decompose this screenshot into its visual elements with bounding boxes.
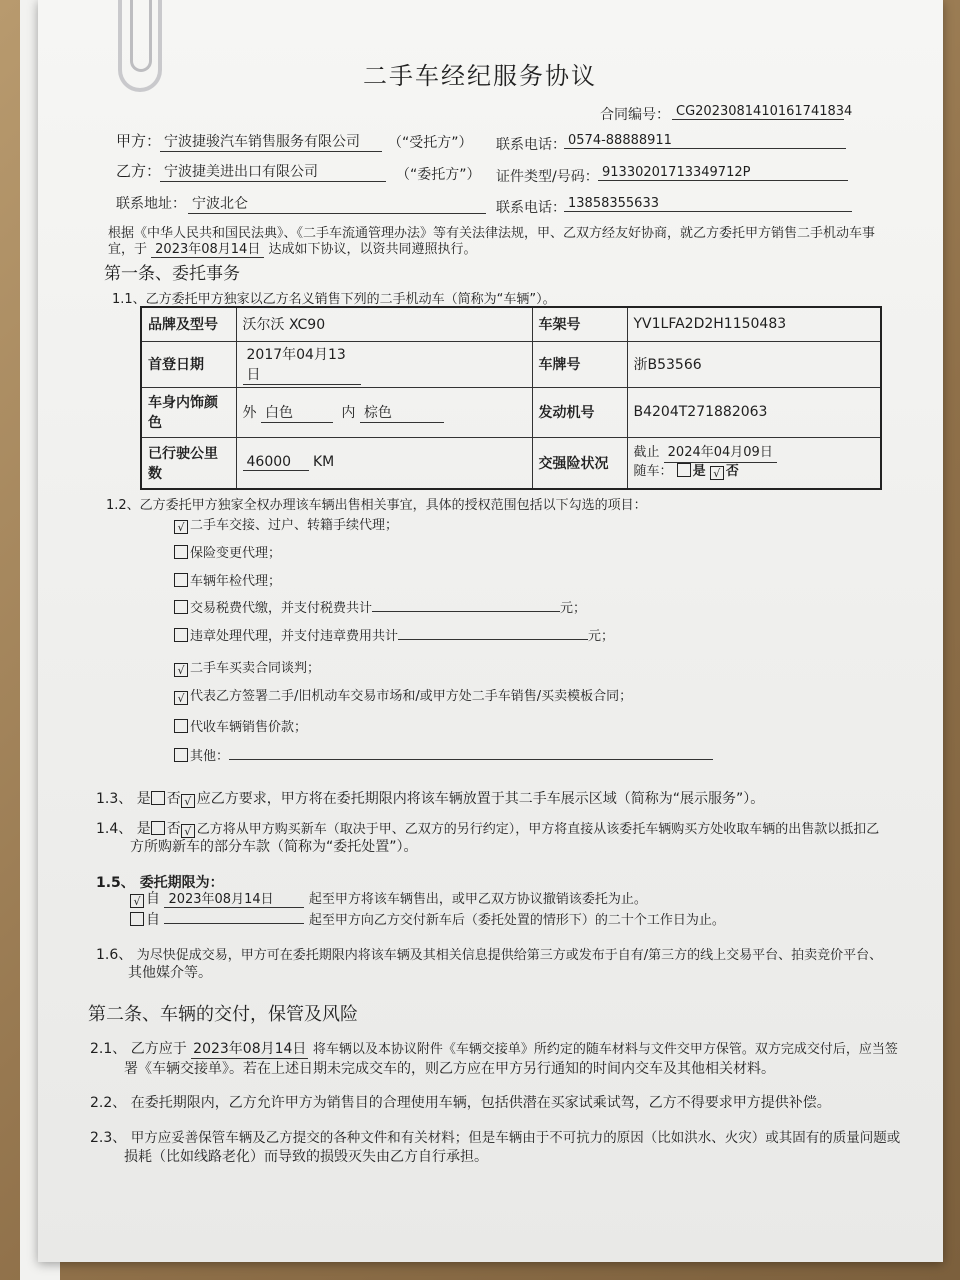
color-label: 车身内饰颜色 [141, 387, 236, 437]
party-b-id-label: 证件类型/号码： [496, 169, 599, 185]
party-a-phone: 0574-88888911 [564, 133, 846, 149]
ext-color-value: 白色 [261, 402, 333, 423]
address: 宁波北仑 [188, 193, 486, 214]
article-2-2-num: 2.2、 [90, 1095, 127, 1111]
article-1-4-num: 1.4、 [96, 821, 133, 837]
article-1-3-num: 1.3、 [96, 791, 133, 807]
option-item [174, 745, 713, 764]
article-2-1-prefix: 乙方应于 [130, 1041, 187, 1057]
engine-label: 发动机号 [532, 387, 627, 437]
article-1-4-text: 乙方将从甲方购买新车（取决于甲、乙双方的另行约定），甲方将直接从该委托车辆购买方处收取车辆的出售款以抵扣乙 [196, 822, 880, 837]
int-color-value: 棕色 [360, 402, 444, 423]
party-b-phone-label: 联系电话： [496, 200, 566, 216]
term-1-text: 起至甲方将该车辆售出，或甲乙双方协议撤销该委托为止。 [308, 892, 647, 907]
option-checkbox[interactable] [174, 719, 188, 733]
article-1-4-text-2: 方所购新车的部分车款（简称为“委托处置”）。 [130, 839, 418, 855]
article-1-1: 1.1、乙方委托甲方独家以乙方名义销售下列的二手机动车（简称为“车辆”）。 [112, 292, 556, 307]
party-b-phone: 13858355633 [564, 196, 852, 212]
article-1-4-no-label: 否 [166, 821, 181, 837]
option-checkbox[interactable] [174, 748, 188, 762]
article-2-3-text-2: 损耗（比如线路老化）而导致的损毁灭失由乙方自行承担。 [124, 1149, 488, 1165]
tax-amount-blank[interactable] [372, 598, 560, 612]
reg-date-value: 2017年04月13日 [243, 344, 361, 385]
article-1-3-no-label: 否 [166, 791, 181, 807]
contract-no: CG2023081410161741834 [672, 104, 844, 120]
option-text: 二手车交接、过户、转籍手续代理； [190, 518, 399, 533]
with-car-label: 随车： [633, 464, 673, 480]
option-checkbox[interactable]: √ [174, 520, 188, 534]
document-title: 二手车经纪服务协议 [363, 62, 597, 90]
option-item [174, 685, 632, 705]
party-b-id: 91330201713349712P [598, 165, 848, 181]
option-text: 其他： [190, 749, 230, 764]
article-2-1-text: 将车辆以及本协议附件《车辆交接单》所约定的随车材料与文件交甲方保管。双方完成交付后，应当签 [312, 1042, 898, 1057]
article-1-6-text-2: 其他媒介等。 [128, 965, 212, 981]
paper-clip-inner-icon [130, 0, 152, 72]
article-2-3-text: 甲方应妥善保管车辆及乙方提交的各种文件和有关材料；但是车辆由于不可抗力的原因（比如洪水、火灾）或其固有的质量问题或 [130, 1130, 901, 1146]
option-text: 违章处理代理，并支付违章费用共计 [190, 629, 399, 644]
insurance-label: 交强险状况 [532, 437, 627, 489]
insurance-until-date: 2024年04月09日 [664, 444, 777, 463]
party-a-role: （“受托方”） [388, 135, 473, 151]
option-checkbox[interactable]: √ [174, 663, 188, 677]
article-1-4-yes-label: 是 [136, 821, 151, 837]
term-2-date-blank[interactable] [164, 908, 304, 924]
insurance-yes-label: 是 [692, 464, 706, 480]
article-1-3-yes-label: 是 [136, 791, 151, 807]
article-1-5-title: 委托期限为： [139, 875, 224, 891]
article-1-5-num: 1.5、 [96, 875, 135, 891]
term-2-from: 自 [146, 912, 160, 928]
option-item [174, 625, 614, 644]
article-2-1-date: 2023年08月14日 [191, 1038, 308, 1059]
intro-date: 2023年08月14日 [151, 238, 264, 258]
party-b-role: （“委托方”） [396, 167, 481, 183]
option-item [174, 657, 320, 677]
mileage-value: 46000 [243, 454, 309, 471]
article-1-3-no-checkbox[interactable]: √ [181, 794, 195, 808]
party-a-name: 宁波捷骏汽车销售服务有限公司 [160, 131, 382, 152]
term-2-text: 起至甲方向乙方交付新车后（委托处置的情形下）的二十个工作日为止。 [308, 913, 725, 928]
option-text: 保险变更代理； [190, 546, 282, 561]
insurance-until-label: 截止 [633, 445, 660, 461]
intro-prefix: 宜，于 [108, 242, 148, 257]
option-item [174, 597, 586, 616]
option-checkbox[interactable]: √ [174, 691, 188, 705]
term-1-checkbox[interactable]: √ [130, 894, 144, 908]
engine-value: B4204T271882063 [627, 387, 881, 437]
article-2-2-text: 在委托期限内，乙方允许甲方为销售目的合理使用车辆，包括供潜在买家试乘试驾，乙方不得要求甲方提供补偿。 [130, 1095, 831, 1111]
party-a-label: 甲方： [116, 132, 162, 150]
article-1-4-yes-checkbox[interactable] [151, 821, 165, 835]
intro-suffix: 达成如下协议，以资共同遵照执行。 [268, 242, 477, 257]
vin-label: 车架号 [532, 307, 627, 341]
option-checkbox[interactable] [174, 545, 188, 559]
ext-color-label: 外 [242, 404, 257, 421]
other-blank[interactable] [229, 746, 713, 760]
option-checkbox[interactable] [174, 600, 188, 614]
article-1-3-yes-checkbox[interactable] [151, 791, 165, 805]
address-label: 联系地址： [116, 196, 186, 212]
party-a-phone-label: 联系电话： [496, 137, 566, 153]
article-2-1-text-2: 署《车辆交接单》。若在上述日期未完成交车的，则乙方应在甲方另行通知的时间内交车及其他相关材料。 [124, 1061, 775, 1077]
party-b-name: 宁波捷美进出口有限公司 [160, 161, 386, 182]
plate-label: 车牌号 [532, 341, 627, 387]
option-text: 代表乙方签署二手/旧机动车交易市场和/或甲方处二手车销售/买卖模板合同； [190, 689, 633, 704]
article-2-3-num: 2.3、 [90, 1130, 127, 1146]
article-1-6-num: 1.6、 [96, 947, 133, 963]
mileage-label: 已行驶公里数 [141, 437, 236, 489]
option-suffix: 元； [588, 629, 615, 644]
insurance-no-label: 否 [725, 464, 739, 480]
article-1-4-no-checkbox[interactable]: √ [181, 824, 195, 838]
option-checkbox[interactable] [174, 628, 188, 642]
contract-no-label: 合同编号： [600, 107, 670, 123]
plate-value: 浙B53566 [627, 341, 881, 387]
term-2-checkbox[interactable] [130, 912, 144, 926]
article-1-3-text: 应乙方要求，甲方将在委托期限内将该车辆放置于其二手车展示区域（简称为“展示服务”）。 [196, 791, 765, 807]
term-1-date: 2023年08月14日 [164, 888, 304, 908]
reg-date-label: 首登日期 [141, 341, 236, 387]
article-2-1-num: 2.1、 [90, 1041, 127, 1057]
vehicle-table [140, 306, 882, 490]
int-color-label: 内 [341, 404, 356, 421]
violation-amount-blank[interactable] [398, 626, 588, 640]
option-text: 代收车辆销售价款； [190, 720, 308, 735]
article-2-title: 第二条、车辆的交付，保管及风险 [88, 1004, 358, 1025]
mileage-unit: KM [312, 454, 335, 471]
brand-value: 沃尔沃 XC90 [236, 307, 532, 341]
option-text: 交易税费代缴，并支付税费共计 [190, 601, 373, 616]
option-item [174, 570, 281, 589]
option-item [174, 716, 307, 735]
party-b-label: 乙方： [116, 162, 162, 180]
option-checkbox[interactable] [174, 573, 188, 587]
article-1-title: 第一条、委托事务 [104, 264, 240, 284]
article-1-2: 1.2、乙方委托甲方独家全权办理该车辆出售相关事宜，具体的授权范围包括以下勾选的项目： [106, 498, 647, 513]
insurance-no-checkbox[interactable]: √ [710, 466, 724, 480]
vin-value: YV1LFA2D2H1150483 [627, 307, 881, 341]
intro-line-1: 根据《中华人民共和国民法典》、《二手车流通管理办法》等有关法律法规，甲、乙双方经友好协商，就乙方委托甲方销售二手机动车事 [108, 226, 876, 241]
article-1-6-text: 为尽快促成交易，甲方可在委托期限内将该车辆及其相关信息提供给第三方或发布于自有/第三方的线上交易平台、拍卖竞价平台、 [136, 948, 883, 963]
option-item [174, 514, 398, 534]
option-suffix: 元； [560, 601, 587, 616]
option-item [174, 542, 281, 561]
option-text: 车辆年检代理； [190, 574, 282, 589]
insurance-yes-checkbox[interactable] [677, 463, 691, 477]
brand-label: 品牌及型号 [141, 307, 236, 341]
term-1-from: 自 [146, 891, 160, 907]
option-text: 二手车买卖合同谈判； [190, 661, 321, 676]
